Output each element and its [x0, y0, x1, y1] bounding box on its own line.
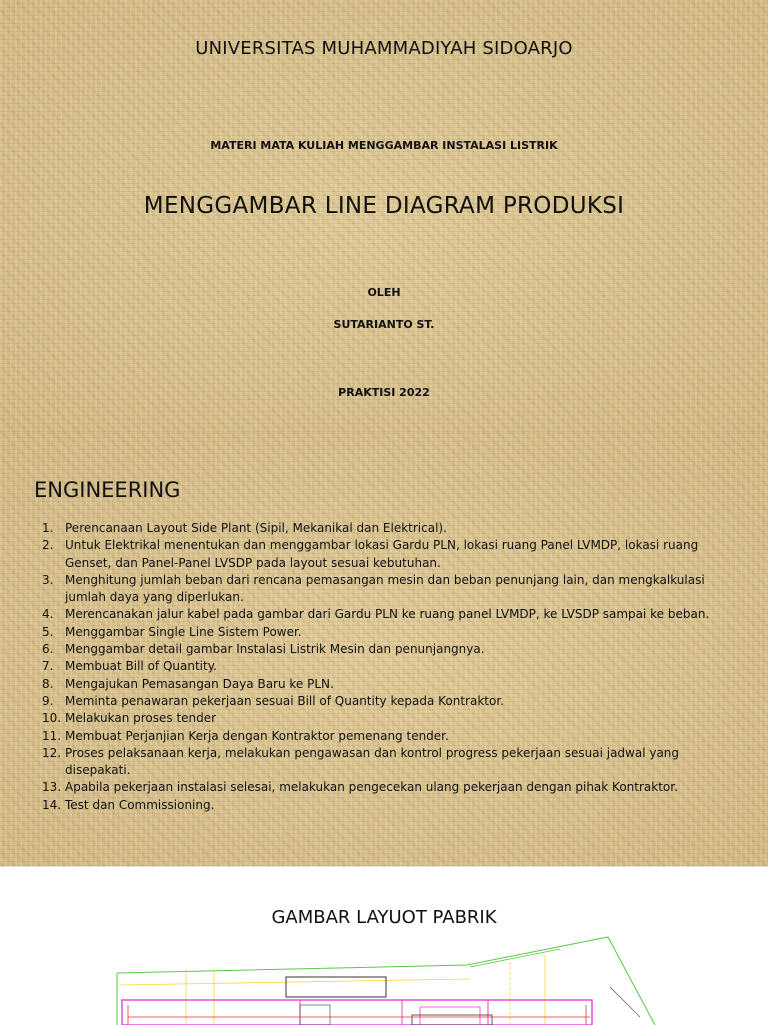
gate-structure [286, 977, 386, 997]
by-label: OLEH [367, 286, 401, 299]
engineering-step [42, 693, 742, 710]
step-text: Test dan Commissioning. [65, 797, 215, 812]
step-number: 9. [42, 693, 54, 708]
factory-layout-drawing [0, 867, 768, 1025]
room-outline [420, 1007, 480, 1025]
step-number: 13. [42, 780, 62, 795]
engineering-slide [0, 432, 768, 866]
step-text: Untuk Elektrikal menentukan dan menggambar lokasi Gardu PLN, lokasi ruang Panel LVMDP, lokasi ruang Genset, dan Panel-Panel LVSDP pada layout sesuai kebutuhan. [65, 538, 699, 570]
engineering-step [42, 572, 742, 607]
engineering-step [42, 658, 742, 675]
step-text: Menggambar detail gambar Instalasi Listrik Mesin dan penunjangnya. [65, 642, 485, 657]
engineering-step [42, 779, 742, 796]
step-text: Menghitung jumlah beban dari rencana pemasangan mesin dan beban penunjang lain, dan mengkalkulasi jumlah daya yang diperlukan. [65, 572, 705, 605]
cover-title: MENGGAMBAR LINE DIAGRAM PRODUKSI [143, 193, 625, 219]
grid-line [120, 979, 470, 985]
engineering-step [42, 728, 742, 745]
engineering-step [42, 624, 742, 641]
author-affiliation: PRAKTISI 2022 [338, 386, 430, 399]
engineering-step [42, 745, 742, 780]
step-text: Merencanakan jalur kabel pada gambar dari Gardu PLN ke ruang panel LVMDP, ke LVSDP sampai ke beban. [65, 607, 710, 622]
engineering-step [42, 606, 742, 623]
engineering-step [42, 537, 742, 572]
step-number: 3. [42, 572, 54, 587]
site-boundary-inner [470, 949, 560, 967]
engineering-steps-list [42, 520, 742, 814]
step-text: Melakukan proses tender [65, 711, 217, 726]
step-text: Mengajukan Pemasangan Daya Baru ke PLN. [65, 676, 334, 691]
step-number: 8. [42, 676, 54, 691]
engineering-step [42, 676, 742, 693]
step-number: 11. [42, 728, 62, 743]
step-number: 5. [42, 624, 54, 639]
step-number: 6. [42, 642, 54, 657]
step-number: 7. [42, 659, 54, 674]
step-text: Menggambar Single Line Sistem Power. [65, 624, 302, 639]
engineering-step [42, 797, 742, 814]
step-number: 4. [42, 607, 54, 622]
step-text: Membuat Bill of Quantity. [65, 659, 217, 674]
equipment-line [610, 987, 640, 1017]
step-text: Perencanaan Layout Side Plant (Sipil, Mekanikal dan Elektrical). [65, 521, 447, 535]
layout-title: GAMBAR LAYUOT PABRIK [271, 907, 497, 928]
engineering-step [42, 710, 742, 727]
step-number: 14. [42, 797, 62, 812]
engineering-heading: ENGINEERING [34, 478, 181, 502]
step-number: 12. [42, 745, 62, 760]
author-name: SUTARIANTO ST. [333, 318, 435, 331]
step-text: Proses pelaksanaan kerja, melakukan pengawasan dan kontrol progress pekerjaan sesuai jadwal yang disepakati. [65, 745, 680, 778]
university-name: UNIVERSITAS MUHAMMADIYAH SIDOARJO [195, 38, 573, 59]
step-number: 10. [42, 711, 62, 726]
step-text: Meminta penawaran pekerjaan sesuai Bill of Quantity kepada Kontraktor. [65, 693, 504, 708]
step-text: Apabila pekerjaan instalasi selesai, melakukan pengecekan ulang pekerjaan dengan pihak Kontraktor. [65, 780, 678, 795]
engineering-step [42, 520, 742, 537]
step-number: 2. [42, 538, 54, 553]
engineering-step [42, 641, 742, 658]
step-number: 1. [42, 521, 54, 535]
room-block [300, 1005, 330, 1025]
building-wall [122, 1000, 592, 1025]
cover-slide [0, 0, 768, 432]
course-material: MATERI MATA KULIAH MENGGAMBAR INSTALASI LISTRIK [210, 139, 558, 152]
step-text: Membuat Perjanjian Kerja dengan Kontraktor pemenang tender. [65, 728, 449, 743]
layout-slide [0, 866, 768, 1025]
